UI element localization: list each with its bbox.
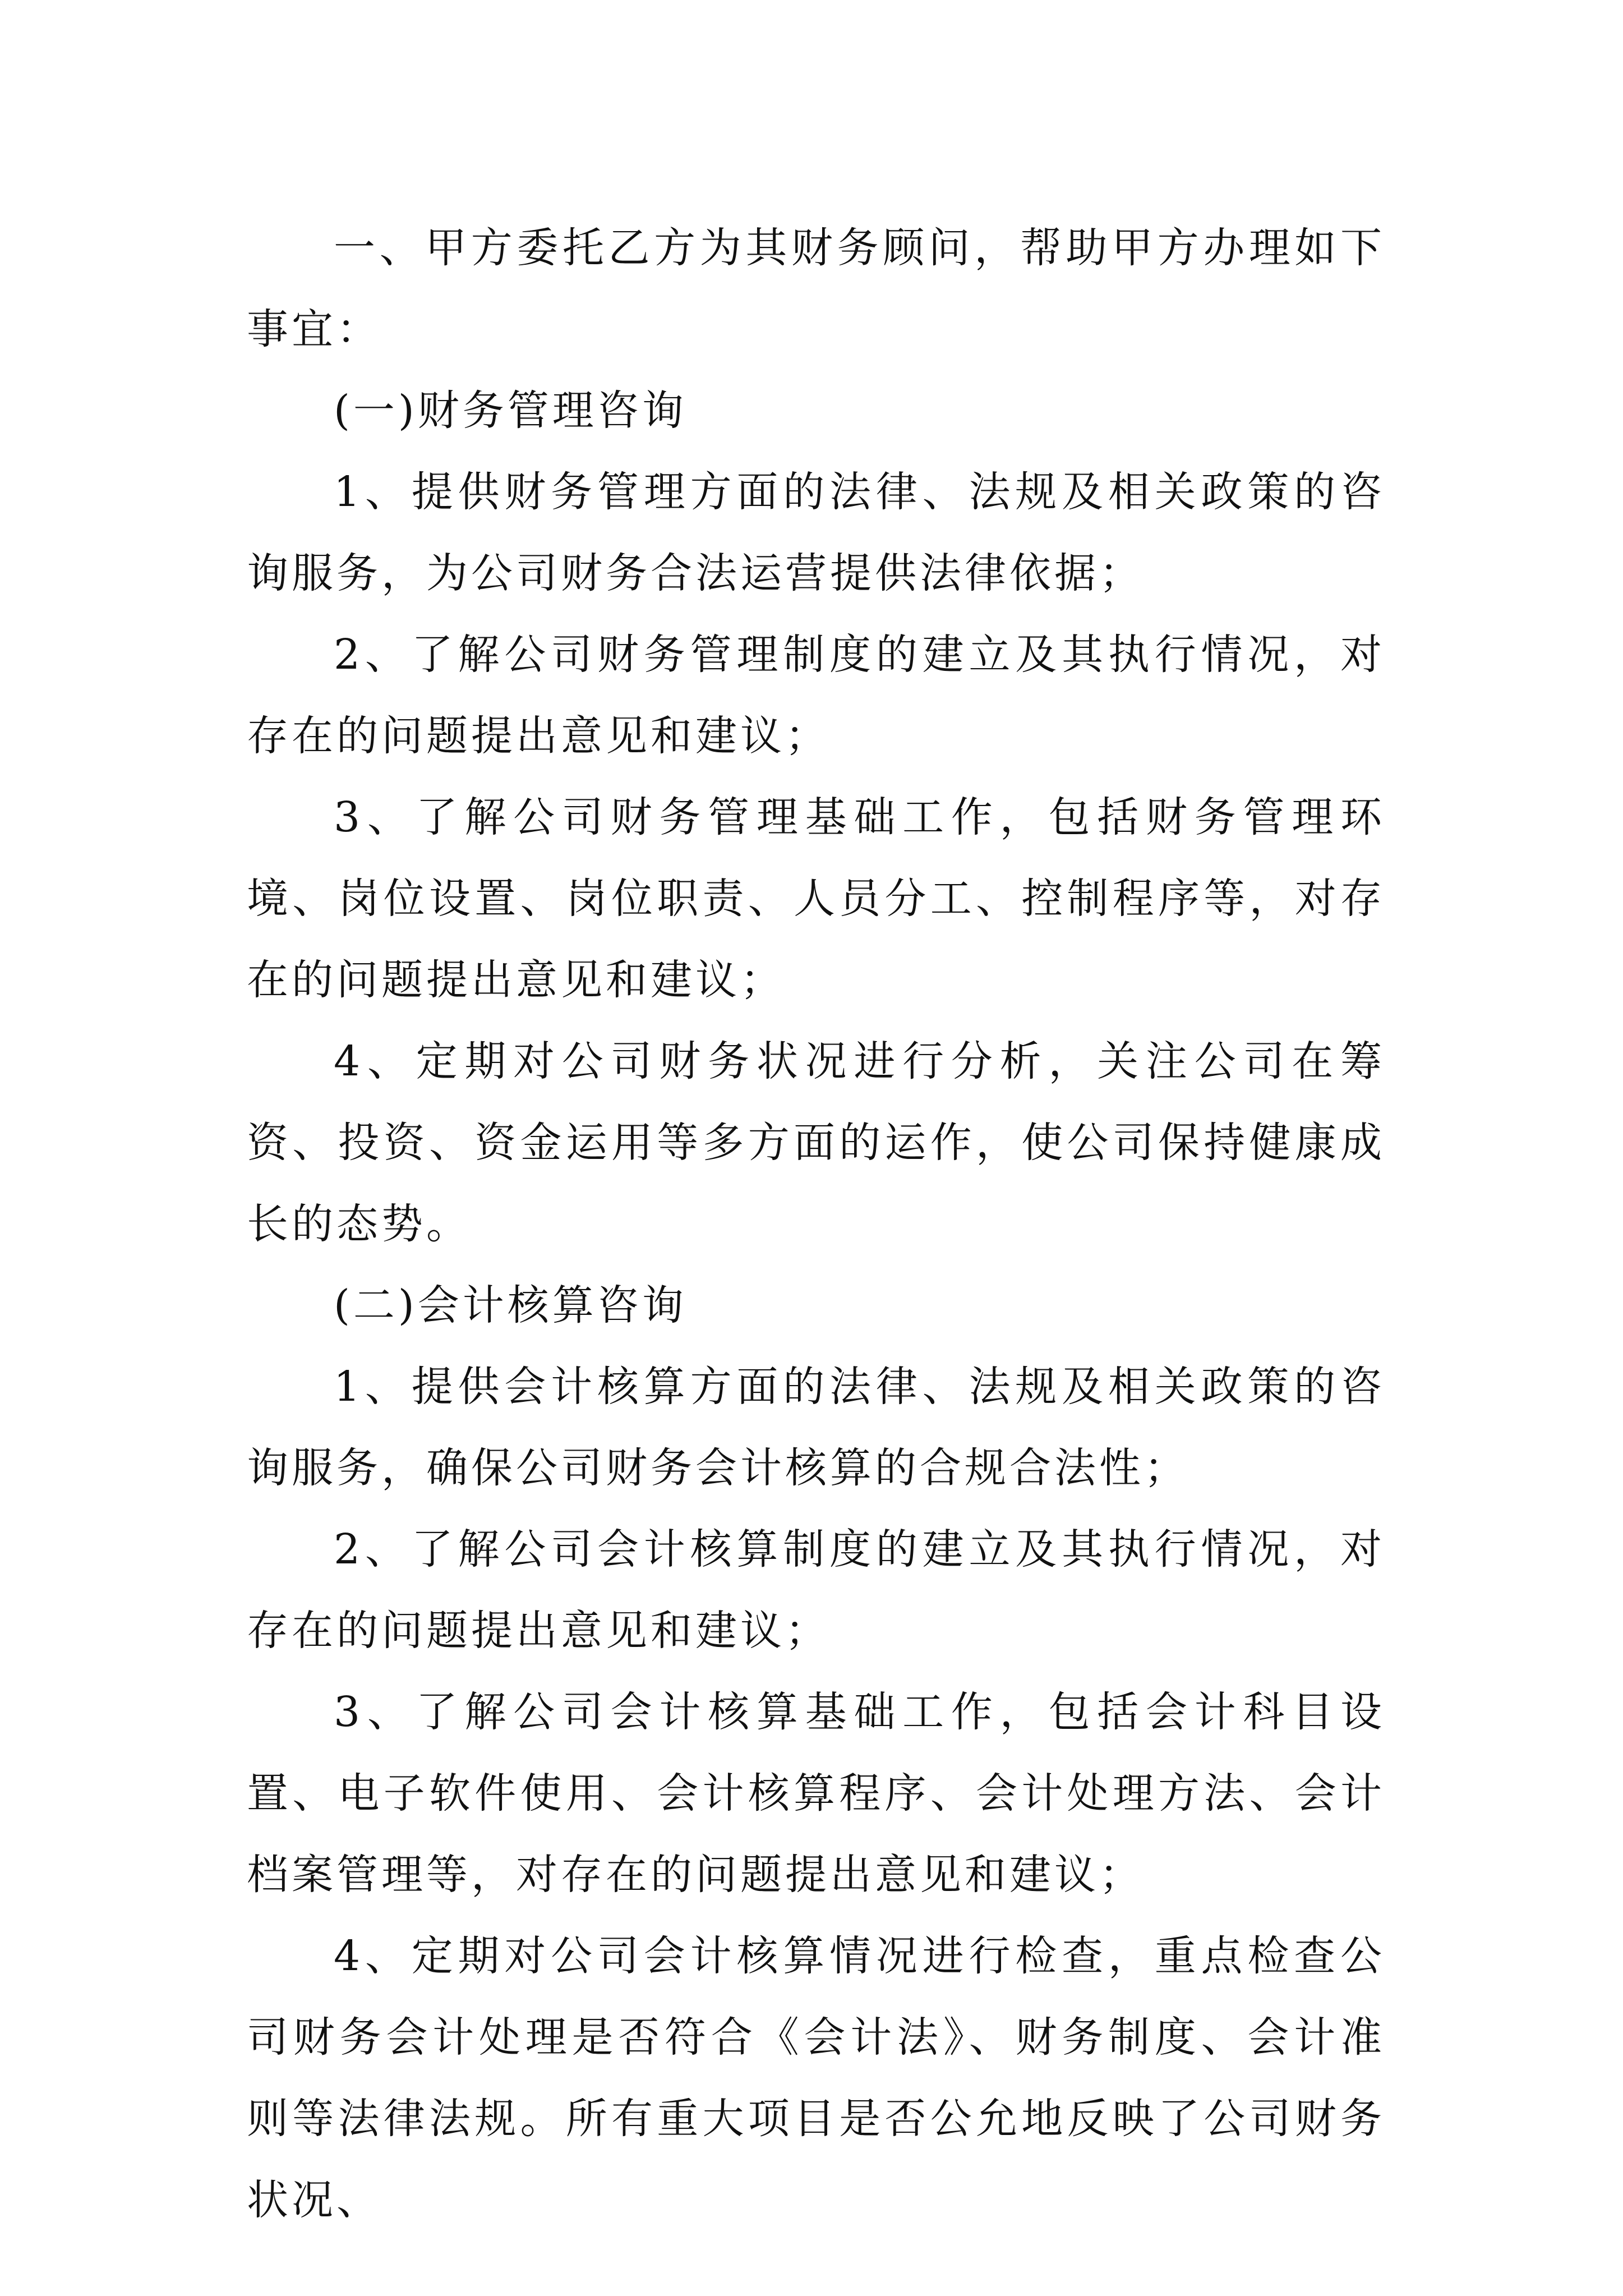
paragraph-fm-item-1: 1、提供财务管理方面的法律、法规及相关政策的咨询服务，为公司财务合法运营提供法律依据； bbox=[247, 468, 1385, 597]
paragraph-fm-item-3: 3、了解公司财务管理基础工作，包括财务管理环境、岗位设置、岗位职责、人员分工、控制程序等，对存在的问题提出意见和建议； bbox=[247, 793, 1385, 1004]
section-heading-financial-management: (一)财务管理咨询 bbox=[334, 386, 687, 435]
paragraph-fm-item-4: 4、定期对公司财务状况进行分析，关注公司在筹资、投资、资金运用等多方面的运作，使公司保持健康成长的态势。 bbox=[247, 1037, 1385, 1248]
paragraph-acc-item-1: 1、提供会计核算方面的法律、法规及相关政策的咨询服务，确保公司财务会计核算的合规合法性； bbox=[247, 1363, 1385, 1492]
paragraph-acc-item-4: 4、定期对公司会计核算情况进行检查，重点检查公司财务会计处理是否符合《会计法》、财务制度、会计准则等法律法规。所有重大项目是否公允地反映了公司财务状况、 bbox=[247, 1932, 1385, 2224]
paragraph-fm-item-2: 2、了解公司财务管理制度的建立及其执行情况，对存在的问题提出意见和建议； bbox=[247, 631, 1385, 760]
document-body bbox=[247, 208, 1385, 2241]
section-heading-accounting: (二)会计核算咨询 bbox=[334, 1281, 687, 1329]
paragraph-intro: 一、甲方委托乙方为其财务顾问，帮助甲方办理如下事宜： bbox=[247, 224, 1385, 353]
paragraph-acc-item-2: 2、了解公司会计核算制度的建立及其执行情况，对存在的问题提出意见和建议； bbox=[247, 1525, 1385, 1655]
paragraph-acc-item-3: 3、了解公司会计核算基础工作，包括会计科目设置、电子软件使用、会计核算程序、会计处理方法、会计档案管理等，对存在的问题提出意见和建议； bbox=[247, 1688, 1385, 1899]
